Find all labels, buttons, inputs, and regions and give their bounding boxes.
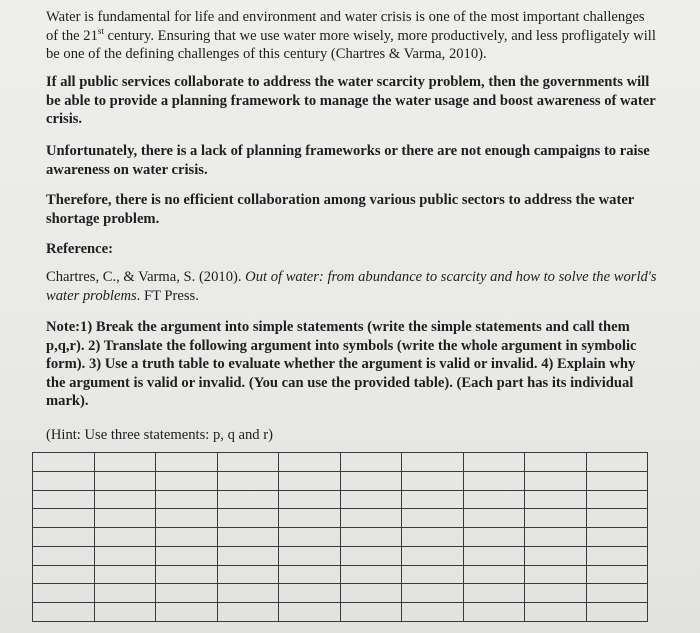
table-cell [33, 471, 95, 490]
table-cell [33, 528, 95, 547]
table-cell [217, 509, 279, 528]
table-cell [217, 528, 279, 547]
table-cell [94, 490, 156, 509]
table-cell [217, 546, 279, 565]
table-cell [586, 584, 648, 603]
table-cell [463, 546, 525, 565]
table-cell [279, 603, 341, 622]
table-cell [156, 565, 218, 584]
table-cell [463, 471, 525, 490]
table-cell [586, 490, 648, 509]
table-cell [156, 509, 218, 528]
conclusion: Therefore, there is no efficient collaboration among various public sectors to address the water shortage problem. [46, 192, 635, 227]
citation [46, 268, 658, 305]
table-cell [402, 509, 464, 528]
table-cell [525, 509, 587, 528]
table-cell [94, 509, 156, 528]
citation-authors: Chartres, C., & Varma, S. (2010). [46, 269, 246, 285]
table-cell [94, 528, 156, 547]
table-cell [402, 490, 464, 509]
table-cell [586, 453, 648, 472]
table-cell [279, 546, 341, 565]
table-cell [279, 565, 341, 584]
table-cell [156, 546, 218, 565]
table-cell [340, 546, 402, 565]
table-cell [525, 528, 587, 547]
table-cell [94, 584, 156, 603]
table-cell [402, 546, 464, 565]
table-cell [33, 603, 95, 622]
table-cell [279, 490, 341, 509]
table-cell [586, 565, 648, 584]
table-cell [586, 528, 648, 547]
premise-2: Unfortunately, there is a lack of planning frameworks or there are not enough campaigns to raise awareness on water crisis. [46, 143, 650, 178]
table-cell [217, 471, 279, 490]
table-cell [33, 490, 95, 509]
reference-heading: Reference: [46, 241, 113, 257]
table-cell [279, 453, 341, 472]
table-row [33, 453, 648, 472]
table-cell [94, 565, 156, 584]
intro-paragraph [46, 8, 658, 64]
table-cell [525, 584, 587, 603]
table-cell [525, 603, 587, 622]
table-cell [156, 584, 218, 603]
table-cell [463, 453, 525, 472]
hint: (Hint: Use three statements: p, q and r) [46, 427, 273, 443]
intro-text-part1: Water is fundamental for life and environment and water crisis is one of the most important challenges of the 21 [46, 9, 645, 44]
table-cell [525, 546, 587, 565]
table-cell [94, 603, 156, 622]
table-cell [402, 565, 464, 584]
table-cell [340, 471, 402, 490]
table-row [33, 528, 648, 547]
instructions-note: Note:1) Break the argument into simple statements (write the simple statements and call them p,q,r). 2) Translate the following argument into symbols (write the whole argument in symbolic form). 3) Use a truth table to evaluate whether the argument is valid or invalid. 4) Explain why the argument is valid or invalid. (You can use the provided table). (Each part has its individual mark). [46, 319, 637, 409]
table-row [33, 603, 648, 622]
table-cell [340, 490, 402, 509]
table-cell [586, 471, 648, 490]
citation-title: Out of water: from abundance to scarcity and how to solve the world's water problems [46, 269, 657, 304]
table-cell [463, 490, 525, 509]
table-cell [217, 603, 279, 622]
table-cell [33, 584, 95, 603]
table-row [33, 471, 648, 490]
table-cell [340, 565, 402, 584]
table-cell [217, 584, 279, 603]
table-cell [586, 509, 648, 528]
table-cell [525, 565, 587, 584]
intro-text-part2: century. Ensuring that we use water more wisely, more productively, and less profligately will be one of the defining challenges of this century (Chartres & Varma, 2010). [46, 27, 656, 62]
table-cell [402, 453, 464, 472]
table-cell [156, 490, 218, 509]
table-cell [340, 584, 402, 603]
table-row [33, 584, 648, 603]
ordinal-superscript: st [97, 25, 104, 36]
table-cell [279, 471, 341, 490]
truth-table-grid [32, 452, 648, 622]
table-cell [33, 453, 95, 472]
table-cell [402, 603, 464, 622]
table-row [33, 509, 648, 528]
table-cell [525, 471, 587, 490]
table-cell [279, 509, 341, 528]
citation-publisher: . FT Press. [136, 287, 199, 304]
table-cell [463, 565, 525, 584]
table-cell [525, 453, 587, 472]
table-cell [156, 453, 218, 472]
table-cell [217, 565, 279, 584]
table-cell [94, 453, 156, 472]
table-cell [402, 584, 464, 603]
table-cell [586, 603, 648, 622]
table-cell [33, 546, 95, 565]
table-cell [340, 453, 402, 472]
table-cell [402, 471, 464, 490]
table-cell [340, 528, 402, 547]
table-cell [279, 584, 341, 603]
truth-table [32, 452, 648, 622]
table-cell [402, 528, 464, 547]
table-cell [217, 453, 279, 472]
table-cell [156, 528, 218, 547]
table-cell [463, 509, 525, 528]
table-cell [463, 584, 525, 603]
table-cell [156, 603, 218, 622]
table-cell [279, 528, 341, 547]
table-cell [463, 603, 525, 622]
table-cell [525, 490, 587, 509]
table-cell [340, 603, 402, 622]
table-cell [586, 546, 648, 565]
table-row [33, 565, 648, 584]
table-row [33, 490, 648, 509]
table-cell [156, 471, 218, 490]
table-cell [94, 471, 156, 490]
table-cell [33, 565, 95, 584]
table-cell [463, 528, 525, 547]
table-cell [94, 546, 156, 565]
table-cell [217, 490, 279, 509]
premise-1: If all public services collaborate to address the water scarcity problem, then the governments will be able to provide a planning framework to manage the water usage and boost awareness of water crisis. [46, 74, 656, 127]
table-cell [33, 509, 95, 528]
table-row [33, 546, 648, 565]
table-cell [340, 509, 402, 528]
